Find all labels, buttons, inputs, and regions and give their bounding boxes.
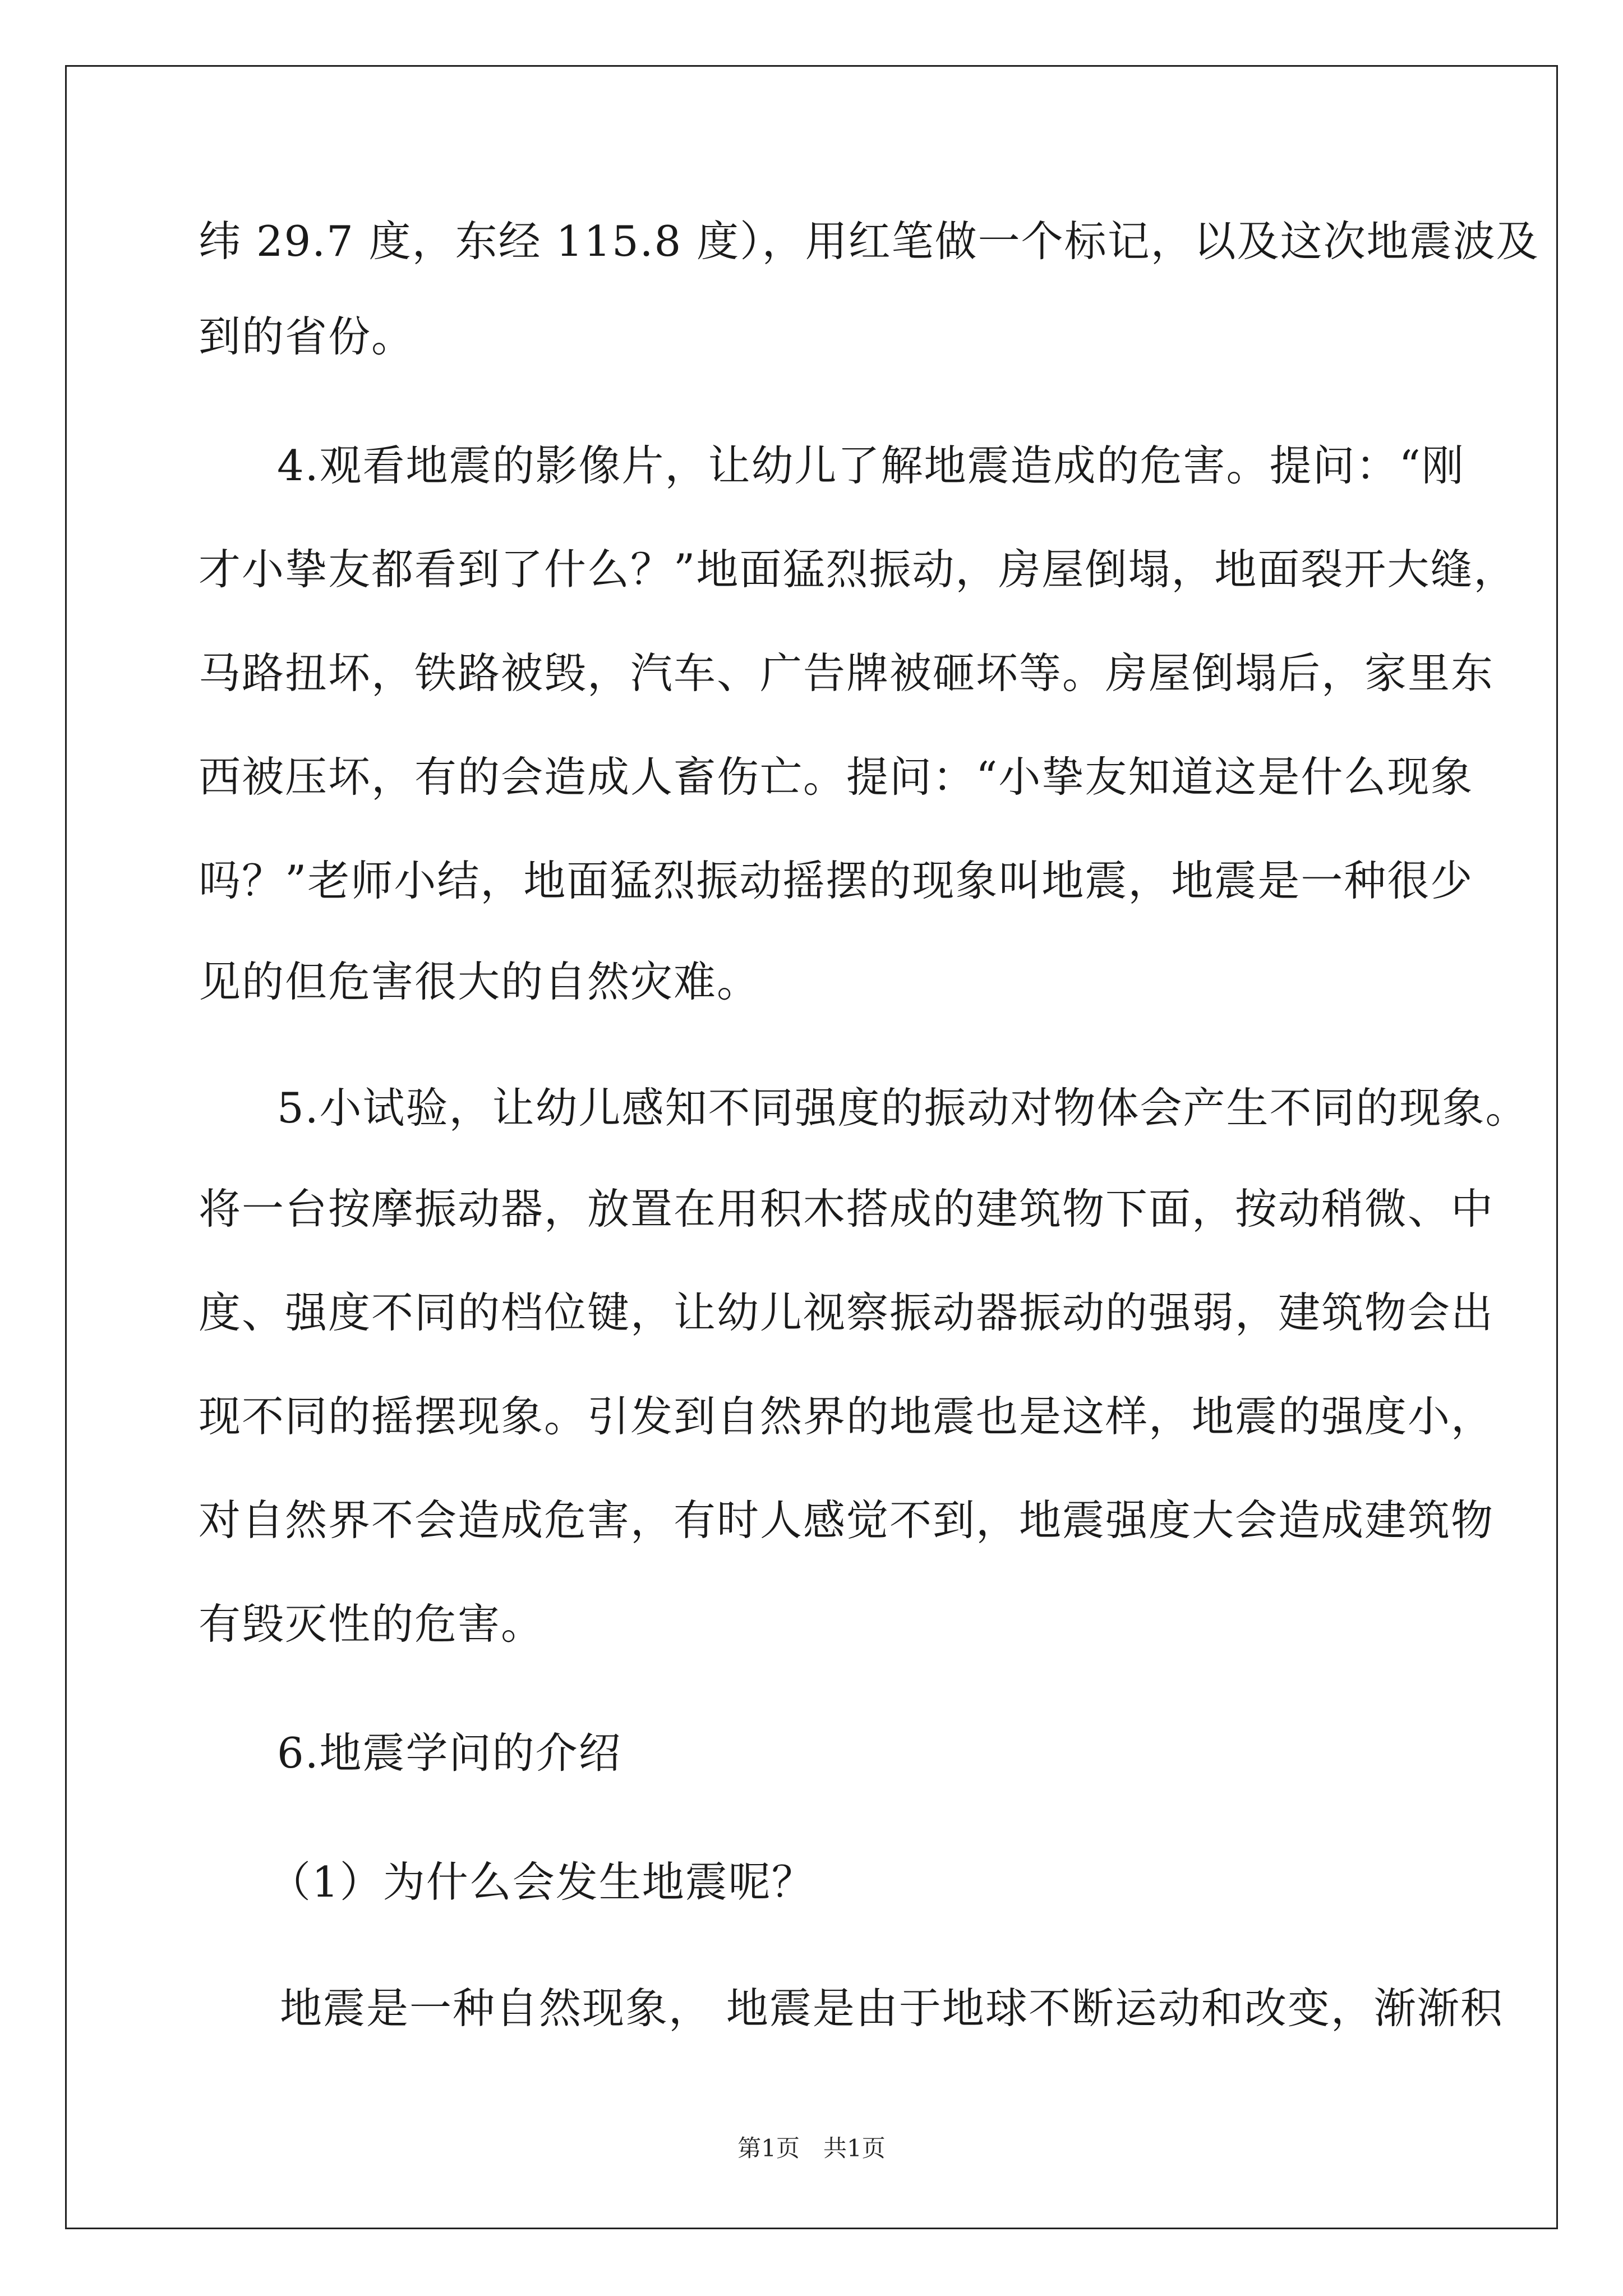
text-line: 才小挚友都看到了什么？”地面猛烈振动，房屋倒塌，地面裂开大缝，: [199, 545, 1517, 594]
text-line: 见的但危害很大的自然灾难。: [199, 957, 760, 1006]
text-line: 5.小试验，让幼儿感知不同强度的振动对物体会产生不同的现象。: [277, 1083, 1529, 1133]
text-line: 对自然界不会造成危害，有时人感觉不到，地震强度大会造成建筑物: [199, 1496, 1495, 1545]
page-footer: 第1页 共1页: [737, 2134, 886, 2162]
text-line: 地震是一种自然现象， 地震是由于地球不断运动和改变，渐渐积: [280, 1984, 1504, 2033]
text-line: 有毁灭性的危害。: [199, 1599, 545, 1649]
text-line: 4.观看地震的影像片，让幼儿了解地震造成的危害。提问：“刚: [277, 441, 1465, 490]
text-line: 将一台按摩振动器，放置在用积木搭成的建筑物下面，按动稍微、中: [199, 1184, 1495, 1234]
text-line: 纬 29.7 度，东经 115.8 度），用红笔做一个标记，以及这次地震波及: [199, 217, 1539, 266]
text-line: 西被压坏，有的会造成人畜伤亡。提问：“小挚友知道这是什么现象: [199, 752, 1474, 802]
text-line: 吗？”老师小结，地面猛烈振动摇摆的现象叫地震，地震是一种很少: [199, 856, 1474, 905]
text-line: 现不同的摇摆现象。引发到自然界的地震也是这样，地震的强度小，: [199, 1392, 1495, 1441]
text-line: 到的省份。: [199, 312, 415, 361]
text-line: 6.地震学问的介绍: [277, 1728, 622, 1778]
text-line: 马路扭坏，铁路被毁，汽车、广告牌被砸坏等。房屋倒塌后，家里东: [199, 648, 1495, 698]
text-line: （1）为什么会发生地震呢？: [269, 1857, 815, 1907]
text-line: 度、强度不同的档位键，让幼儿视察振动器振动的强弱，建筑物会出: [199, 1288, 1495, 1337]
